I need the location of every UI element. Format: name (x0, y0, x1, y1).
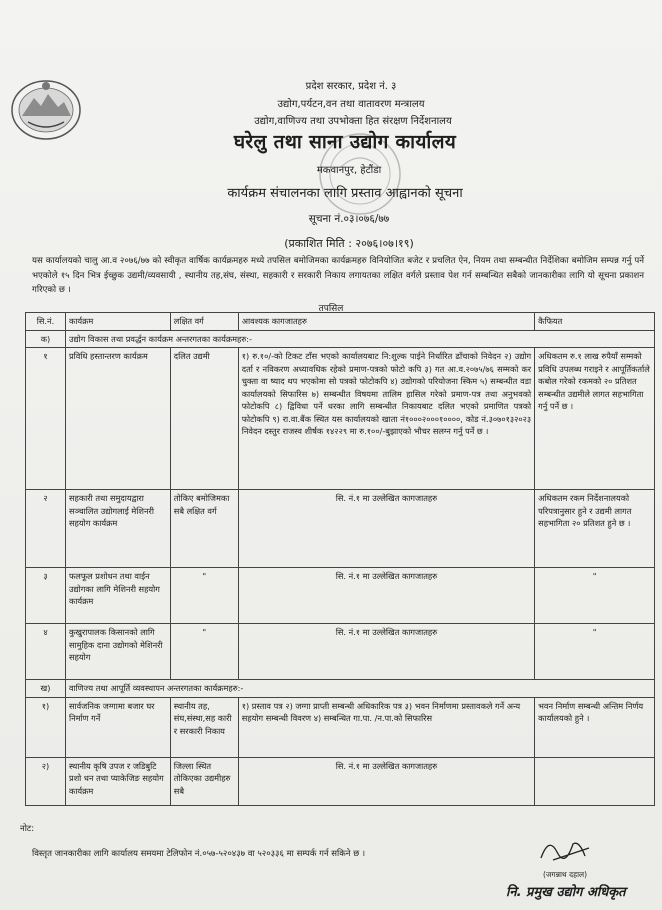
row-program: सहकारी तथा समुदायद्वारा सञ्चालित उद्योगलाई मेशिनरी सहयोग कार्यक्रम (65, 490, 170, 568)
section-b-no: ख) (26, 680, 66, 698)
row-no: १) (26, 697, 66, 757)
table-row (26, 348, 655, 490)
row-target: स्थानीय तह, संघ,संस्था,सह कारी र सरकारी निकाय (170, 697, 238, 757)
office-location: मकवानपुर, हेटौंडा (316, 165, 382, 176)
row-remarks: अधिकतम रकम निर्देशनालयको परिपत्रानुसार हुने र उद्यमी लागत सहभागिता २० प्रतिशत हुने छ । (535, 490, 655, 568)
row-docs: सि. नं.१ मा उल्लेखित कागजातहरु (238, 490, 534, 568)
row-target: " (170, 624, 238, 680)
row-target: " (170, 568, 238, 624)
section-a-no: क) (26, 330, 66, 348)
row-docs: १) रु.१०/-को टिकट टाँस भएको कार्यालयबाट नि:शुल्क पाईने निर्धारित ढाँचाको निवेदन २) उद्योग दर्ता र नविकरण अध्यावधिक रहेको प्रमाण-पत्रको फोटो कपि ३) गत आ.व.२०७५/७६ सम्मको कर चुक्ता वा ष्याद थप भएकोमा सो पत्रको फोटोकपि ४) उद्योगको परियोजना स्किम ५) सम्बन्धीत वडा कार्यालयको सिफारिस ७) सम्बन्धीत विषयमा तालिम हासिल गरेको प्रमाण-पत्र तथा अनुभवको फोटोकपि ८) द्विविधा पर्ने धरका लागि सम्बन्धीत निकायबाट दलित भएको प्रमाणित पत्रको फोटोकपि ९) रा.वा.बैंक स्थित यस कार्यालयको खाता नं१०००२०००१००००, कोड नं.३०७०१३२०२३ निवेदन दस्तुर राजस्व शीर्षक १४२२९ मा रु.१००/-बुझाएको भौचर सलग्न गर्नु पर्ने छ । (238, 348, 534, 490)
section-b-title: वाणिज्य तथा आपूर्ति व्यवस्थापन अन्तरगतका कार्यक्रमहरु:- (65, 680, 654, 698)
row-program: कुखुरापालक किसानको लागि सामुहिक दाना उद्योगको मेशिनरी सहयोग (65, 624, 170, 680)
row-program: सार्वजनिक जग्गामा बजार घर निर्माण गर्ने (65, 697, 170, 757)
footer-contact: विस्तृत जानकारीका लागि कार्यालय समयमा टेलिफोन नं.०५७-५२०४३७ वा ५२०३३६ मा सम्पर्क गर्न सकिने छ । (32, 849, 366, 859)
row-program: प्रविधि हस्तान्तरण कार्यक्रम (65, 348, 170, 490)
intro-paragraph: यस कार्यालयको चालु आ.व २०७६/७७ को स्वीकृत वार्षिक कार्यक्रमहरु मध्ये तपसिल बमोजिमका कार्यक्रमहरु विनियोजित बजेट र प्रचलित ऐन, नियम तथा सम्बन्धीत निर्देशिका बमोजिम सम्पन्न गर्नु पर्ने भएकोले १५ दिन भित्र ईच्छुक उद्यमी/व्यवसायी , स्थानीय तह,संघ, संस्था, सहकारी र सरकारी निकाय लगायतका लक्षित वर्गले प्रस्ताव पेश गर्न सम्बन्धित सबैको जानकारीका लागि यो सूचना प्रकाशन गरिएको छ । (32, 256, 644, 295)
row-target: तोकिए बमोजिमका सबै लक्षित वर्ग (170, 490, 238, 568)
annex-label: तपसिल (318, 304, 344, 314)
row-remarks: " (535, 568, 655, 624)
header-cell-no: सि.नं. (26, 313, 66, 331)
table-row (26, 568, 655, 624)
row-target: दलित उद्यमी (170, 348, 238, 490)
header-cell-target: लक्षित वर्ग (170, 313, 238, 331)
section-a-title: उद्योग विकास तथा प्रवर्द्धन कार्यक्रम अन्तरगतका कार्यक्रमहरु:- (65, 330, 654, 348)
office-name: घरेलु तथा साना उद्योग कार्यालय (233, 131, 457, 153)
row-docs: सि. नं.१ मा उल्लेखित कागजातहरु (238, 568, 534, 624)
table-row (26, 624, 655, 680)
header-line-2: उद्योग,पर्यटन,वन तथा वातावरण मन्त्रालय (277, 99, 425, 110)
note-label: नोट: (20, 824, 35, 834)
row-remarks: " (535, 624, 655, 680)
header-cell-docs: आवश्यक कागजातहरु (238, 313, 534, 331)
notice-number: सूचना नं.०३।०७६/७७ (308, 213, 390, 225)
notice-title: कार्यक्रम संचालनका लागि प्रस्ताव आह्वानको सूचना (227, 186, 463, 201)
row-no: १ (26, 348, 66, 490)
row-docs: १) प्रस्ताव पत्र २) जग्गा प्राप्ती सम्बन्धी अधिकारिक पत्र ३) भवन निर्माणमा प्रस्तावकले गर्ने अन्य सहयोग सम्बन्धी विवरण ४) सम्बन्धित गा.पा. /न.पा.को सिफारिस (238, 697, 534, 757)
header-cell-program: कार्यक्रम (65, 313, 170, 331)
header-line-3: उद्योग,वाणिज्य तथा उपभोक्ता हित संरक्षण निर्देशनालय (254, 116, 452, 127)
row-docs: सि. नं.१ मा उल्लेखित कागजातहरु (238, 624, 534, 680)
header-line-1: प्रदेश सरकार, प्रदेश नं. ३ (305, 81, 397, 92)
section-a-row (26, 330, 655, 348)
row-program: फलफूल प्रशोधन तथा वाईन उद्योगका लागि मेशिनरी सहयोग कार्यक्रम (65, 568, 170, 624)
signatory-title: नि. प्रमुख उद्योग अधिकृत (506, 885, 626, 900)
section-b-row (26, 680, 655, 698)
program-table (25, 312, 655, 806)
table-row (26, 697, 655, 757)
row-docs: सि. नं.१ मा उल्लेखित कागजातहरु (238, 757, 534, 805)
row-remarks: अधिकतम रु.१ लाख रुपैयाँ सम्मको प्रविधि उपलब्ध गराइने र आपूर्तिकर्ताले कबोल गरेको रकमको २० प्रतिशत सम्बन्धीत उद्यमीले लागत सहभागिता गर्नु पर्ने छ । (535, 348, 655, 490)
row-no: २ (26, 490, 66, 568)
table-row (26, 490, 655, 568)
row-program: स्थानीय कृषि उपज र जडिबुटि प्रशो धन तथा प्याकेजिङ सहयोग कार्यक्रम (65, 757, 170, 805)
published-date: (प्रकाशित मिति : २०७६।०७।१९) (284, 237, 414, 250)
row-remarks (535, 757, 655, 805)
signatory-name: (जगन्नाथ दहाल) (543, 870, 588, 879)
row-no: ३ (26, 568, 66, 624)
row-no: ४ (26, 624, 66, 680)
header-cell-remarks: कैफियत (535, 313, 655, 331)
table-row (26, 757, 655, 805)
signature-icon (535, 832, 595, 866)
row-target: जिल्ला स्थित तोकिएका उद्यमीहरु सबै (170, 757, 238, 805)
row-no: २) (26, 757, 66, 805)
row-remarks: भवन निर्माण सम्बन्धी अन्तिम निर्णय कार्यालयको हुने । (535, 697, 655, 757)
table-header-row (26, 313, 655, 331)
